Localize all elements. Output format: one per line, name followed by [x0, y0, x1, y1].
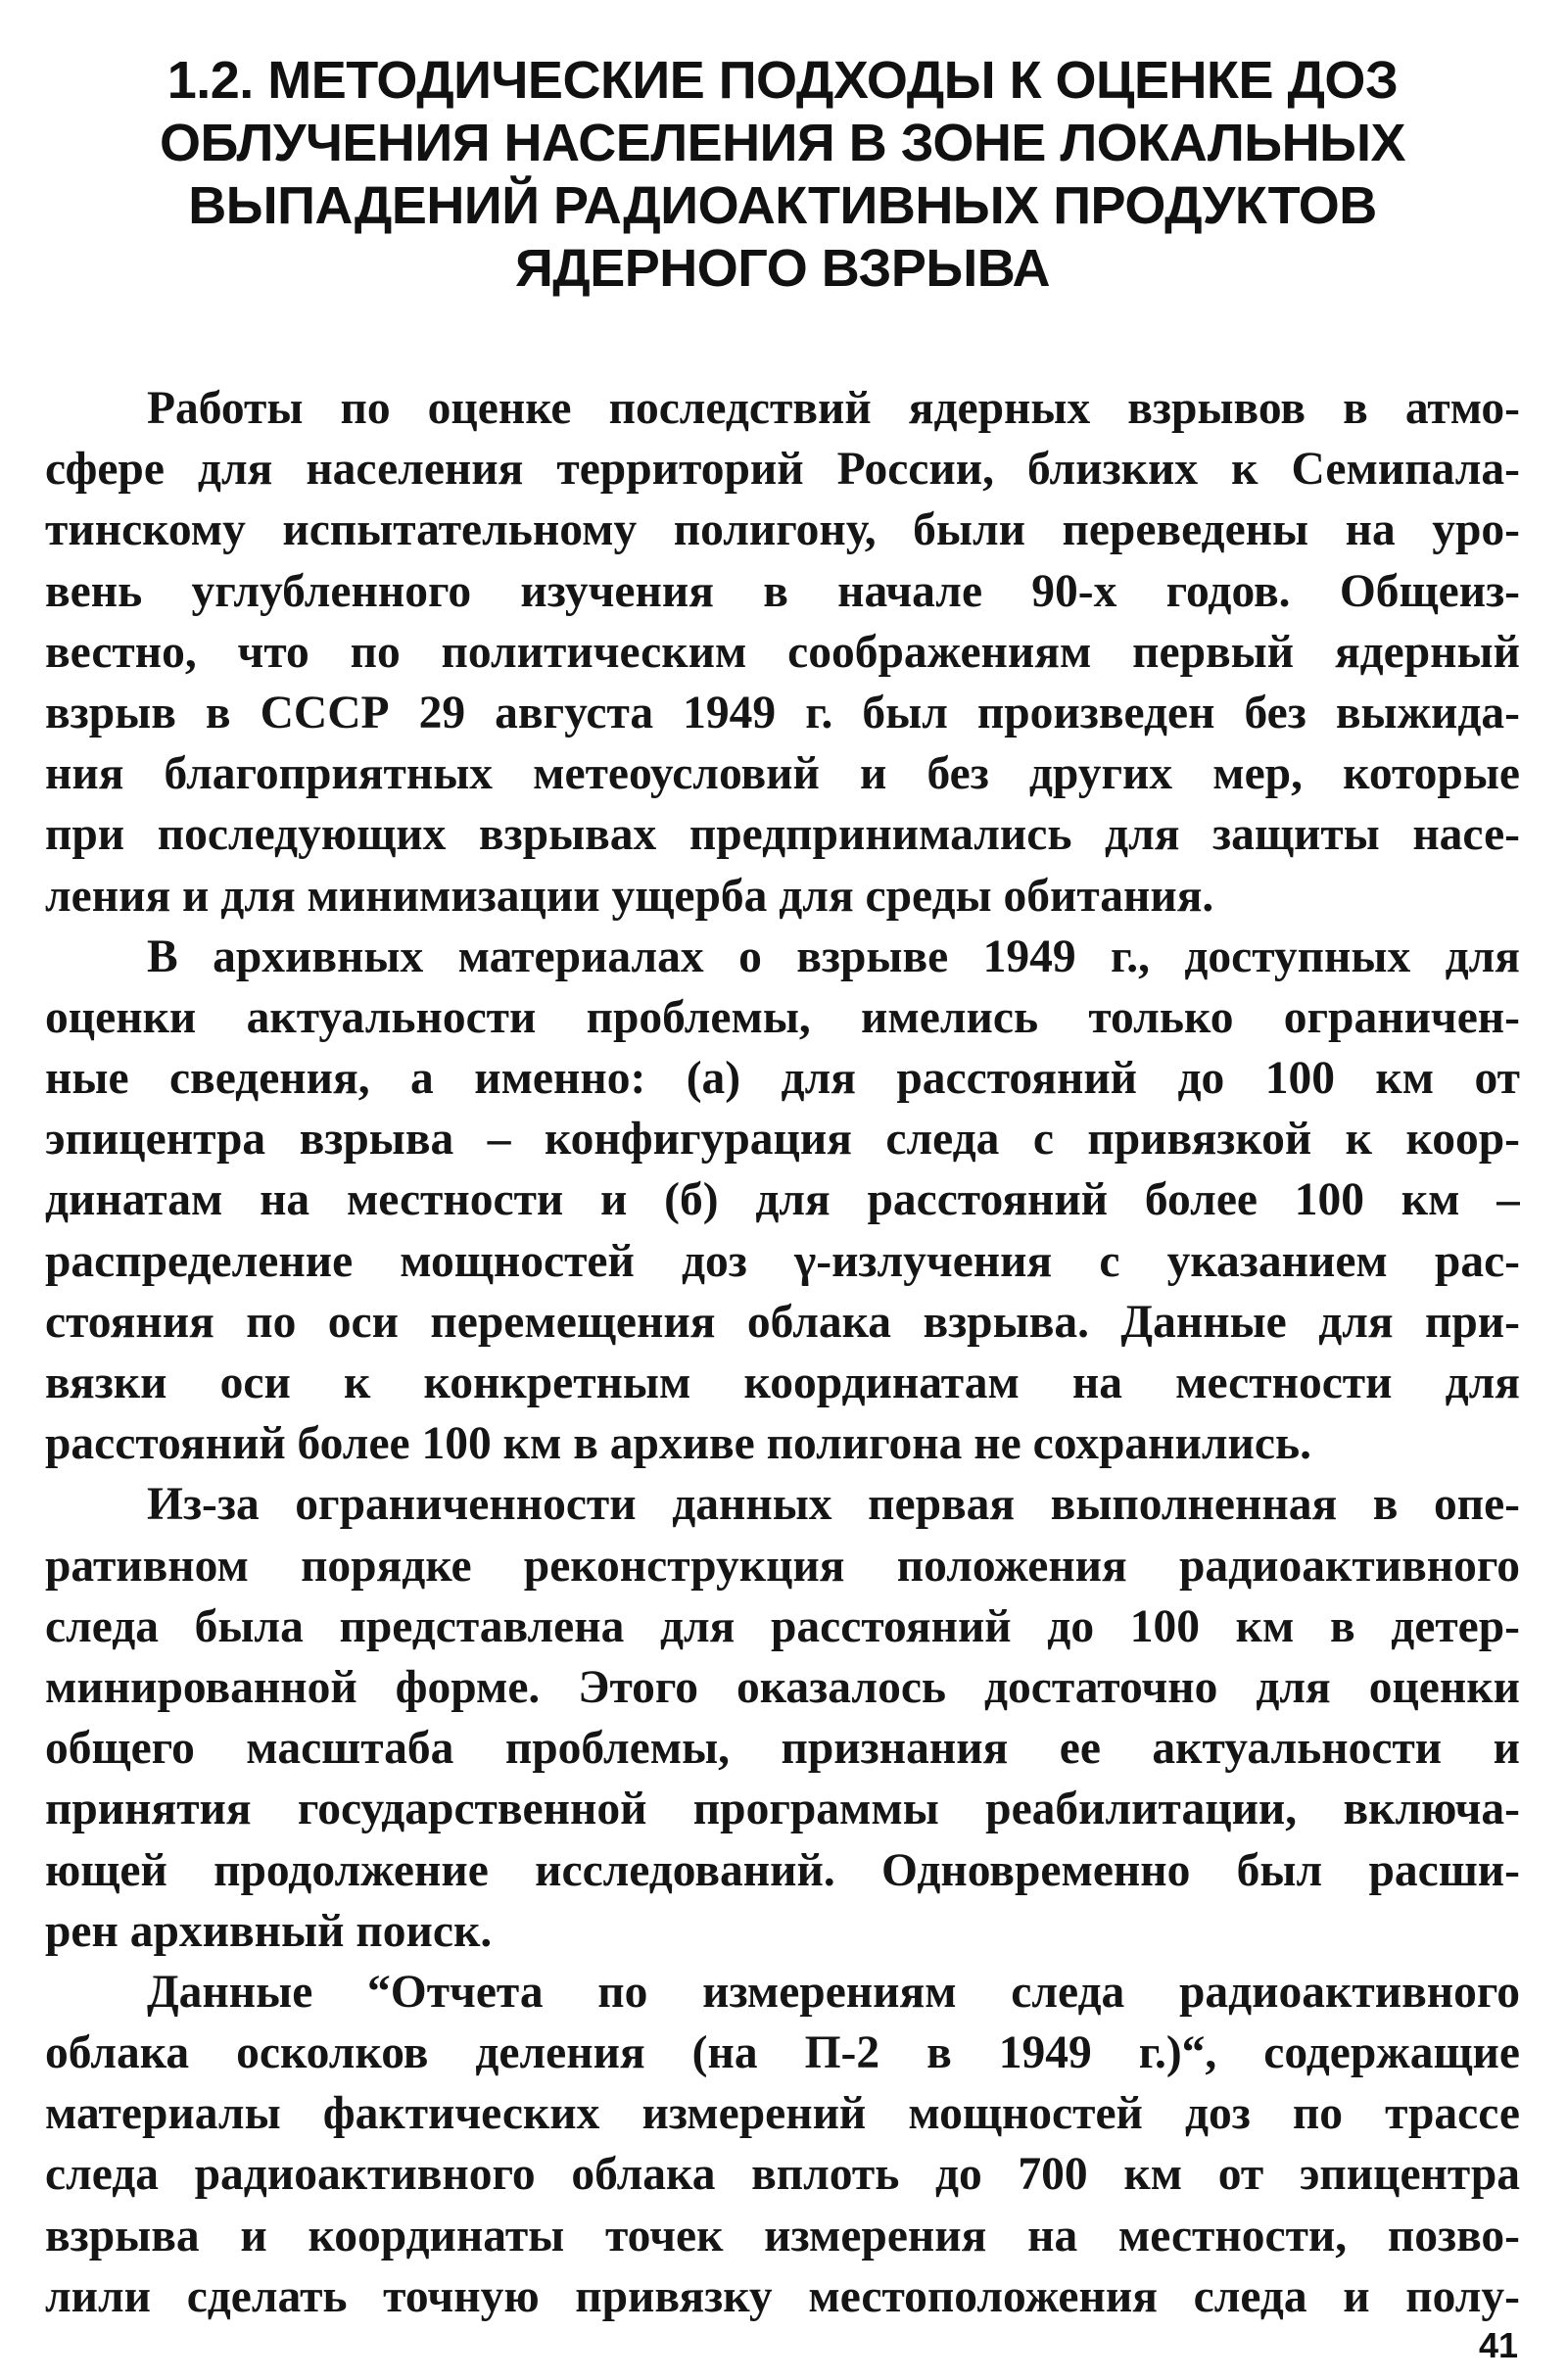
- paragraph-1: [45, 378, 1520, 927]
- text-line: Данные “Отчета по измерениям следа радиоактивного: [147, 1966, 1520, 2018]
- text-line: ния благоприятных метеоусловий и без других мер, которые: [45, 748, 1520, 800]
- text-line: стояния по оси перемещения облака взрыва. Данные для при-: [45, 1296, 1520, 1348]
- text-line: следа была представлена для расстояний до 100 км в детер-: [45, 1600, 1520, 1652]
- text-line: рен архивный поиск.: [45, 1905, 493, 1957]
- heading-line: ВЫПАДЕНИЙ РАДИОАКТИВНЫХ ПРОДУКТОВ: [188, 176, 1377, 235]
- page-number: 41: [1478, 2325, 1518, 2365]
- text-line: расстояний более 100 км в архиве полигона не сохранились.: [45, 1418, 1312, 1470]
- paragraph-4: [45, 1962, 1520, 2327]
- paragraph-2: [45, 927, 1520, 1475]
- text-line: ления и для минимизации ущерба для среды обитания.: [45, 870, 1214, 922]
- text-line: следа радиоактивного облака вплоть до 700 км от эпицентра: [45, 2149, 1520, 2201]
- heading-line: 1.2. МЕТОДИЧЕСКИЕ ПОДХОДЫ К ОЦЕНКЕ ДОЗ: [166, 51, 1399, 110]
- text-line: Из-за ограниченности данных первая выполненная в опе-: [147, 1479, 1520, 1531]
- text-line: тинскому испытательному полигону, были переведены на уро-: [45, 504, 1520, 556]
- text-line: взрыва и координаты точек измерения на местности, позво-: [45, 2210, 1520, 2261]
- text-line: эпицентра взрыва – конфигурация следа с привязкой к коор-: [45, 1114, 1520, 1166]
- section-heading: [45, 49, 1520, 300]
- heading-line: ЯДЕРНОГО ВЗРЫВА: [514, 239, 1051, 298]
- text-line: облака осколков деления (на П-2 в 1949 г.)“, содержащие: [45, 2027, 1520, 2079]
- text-line: динатам на местности и (б) для расстояний более 100 км –: [45, 1174, 1520, 1226]
- text-line: распределение мощностей доз γ-излучения с указанием рас-: [45, 1235, 1520, 1287]
- text-line: принятия государственной программы реабилитации, включа-: [45, 1784, 1520, 1835]
- paragraph-3: [45, 1474, 1520, 1962]
- text-line: при последующих взрывах предпринимались для защиты насе-: [45, 809, 1520, 861]
- text-line: ративном порядке реконструкция положения радиоактивного: [45, 1540, 1520, 1592]
- text-line: сфере для населения территорий России, близких к Семипала-: [45, 444, 1520, 496]
- text-line: вязки оси к конкретным координатам на местности для: [45, 1357, 1520, 1408]
- text-line: минированной форме. Этого оказалось достаточно для оценки: [45, 1661, 1520, 1713]
- text-line: материалы фактических измерений мощностей доз по трассе: [45, 2088, 1520, 2140]
- text-line: ные сведения, а именно: (а) для расстояний до 100 км от: [45, 1053, 1520, 1105]
- text-line: вень углубленного изучения в начале 90-х годов. Общеиз-: [45, 565, 1520, 617]
- text-line: взрыв в СССР 29 августа 1949 г. был произведен без выжида-: [45, 687, 1520, 738]
- heading-line: ОБЛУЧЕНИЯ НАСЕЛЕНИЯ В ЗОНЕ ЛОКАЛЬНЫХ: [160, 114, 1405, 172]
- text-line: вестно, что по политическим соображениям первый ядерный: [45, 626, 1520, 678]
- text-line: лили сделать точную привязку местоположения следа и полу-: [45, 2270, 1520, 2322]
- text-line: ющей продолжение исследований. Одновременно был расши-: [45, 1844, 1520, 1896]
- text-line: оценки актуальности проблемы, имелись только ограничен-: [45, 991, 1520, 1043]
- body-text: [45, 378, 1520, 2327]
- text-line: В архивных материалах о взрыве 1949 г., доступных для: [147, 930, 1520, 982]
- text-line: общего масштаба проблемы, признания ее актуальности и: [45, 1723, 1520, 1775]
- text-line: Работы по оценке последствий ядерных взрывов в атмо-: [147, 383, 1520, 434]
